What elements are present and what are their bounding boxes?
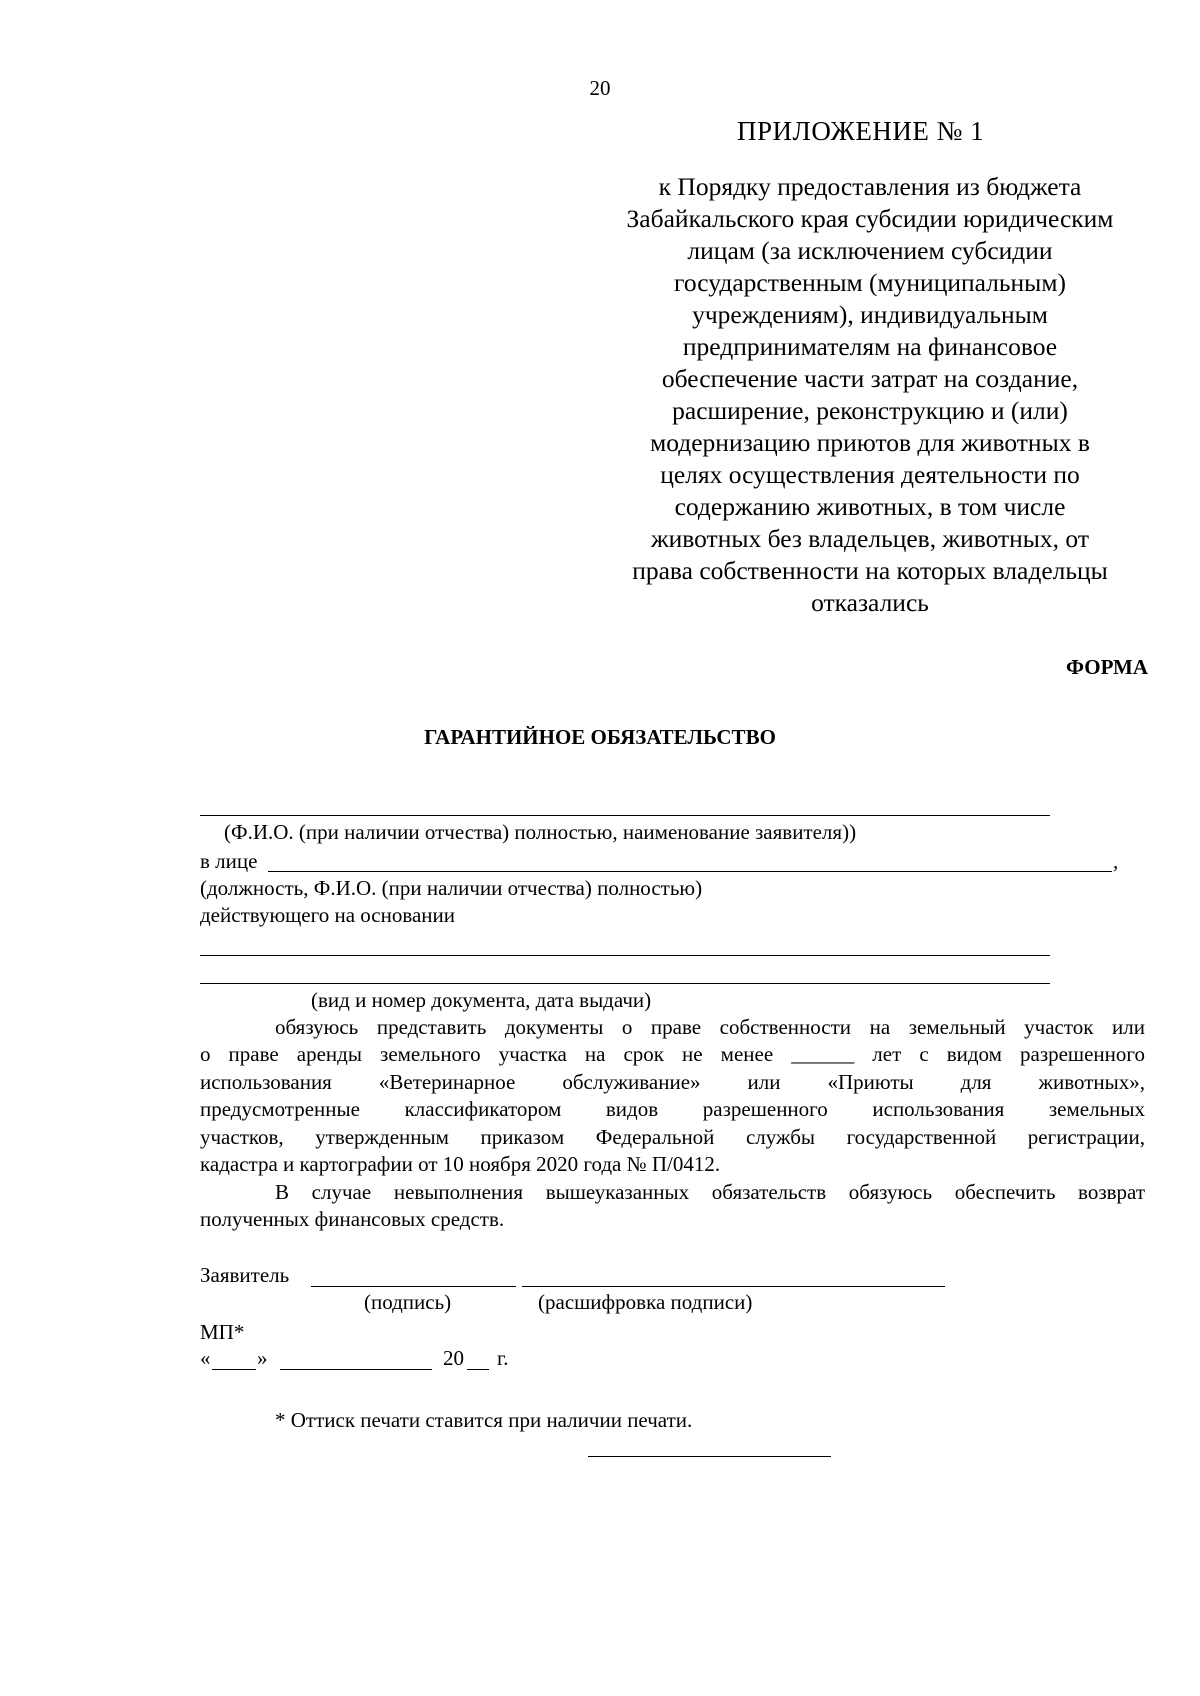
appendix-line: модернизацию приютов для животных в [650, 428, 1090, 457]
date-month-field-line[interactable] [280, 1369, 432, 1370]
date-year-suffix: г. [497, 1346, 509, 1370]
signature-field-line[interactable] [311, 1286, 516, 1287]
signature-decoding-field-line[interactable] [522, 1286, 945, 1287]
page-number: 20 [589, 76, 611, 100]
applicant-caption: (Ф.И.О. (при наличии отчества) полностью, наименование заявителя)) [224, 820, 857, 844]
date-year-prefix: 20 [443, 1346, 464, 1370]
appendix-line: учреждениям), индивидуальным [692, 300, 1048, 329]
appendix-line: права собственности на которых владельцы [632, 556, 1108, 585]
paragraph-line: полученных финансовых средств. [200, 1207, 505, 1232]
appendix-title: ПРИЛОЖЕНИЕ № 1 [737, 116, 985, 146]
basis-label: действующего на основании [200, 903, 456, 927]
applicant-name-field-line[interactable] [200, 815, 1050, 816]
basis-document-field-line-2[interactable] [200, 983, 1050, 984]
basis-document-field-line-1[interactable] [200, 955, 1050, 956]
appendix-line: предпринимателям на финансовое [682, 332, 1058, 361]
signature-decoding-caption: (расшифровка подписи) [538, 1290, 753, 1314]
obligation-paragraph [200, 1014, 1145, 1178]
date-day-field-line[interactable] [212, 1369, 256, 1370]
represented-by-field-line[interactable] [268, 871, 1112, 872]
signature-caption: (подпись) [364, 1290, 452, 1314]
footnote: * Оттиск печати ставится при наличии печати. [275, 1408, 693, 1432]
paragraph-line: кадастра и картографии от 10 ноября 2020 года № П/0412. [200, 1152, 721, 1177]
appendix-line: содержанию животных, в том числе [674, 492, 1066, 521]
appendix-line: животных без владельцев, животных, от [651, 524, 1089, 553]
document-title: ГАРАНТИЙНОЕ ОБЯЗАТЕЛЬСТВО [424, 725, 776, 749]
date-year-field-line[interactable] [467, 1369, 489, 1370]
paragraph-line: участков, утвержденным приказом Федеральной службы государственной регистрации, [200, 1124, 1145, 1149]
date-close-quote: » [257, 1346, 268, 1370]
appendix-description [590, 171, 1150, 619]
appendix-line: отказались [811, 588, 929, 617]
paragraph-line: обязуюсь представить документы о праве собственности на земельный участок или [275, 1015, 1145, 1039]
appendix-line: государственным (муниципальным) [674, 268, 1066, 297]
paragraph-line: о праве аренды земельного участка на срок не менее ______ лет с видом разрешенного [200, 1042, 1145, 1067]
seal-label: МП* [200, 1320, 245, 1344]
appendix-line: расширение, реконструкцию и (или) [672, 396, 1068, 425]
end-separator-line [588, 1456, 831, 1457]
paragraph-line: предусмотренные классификатором видов разрешенного использования земельных [200, 1097, 1145, 1122]
date-open-quote: « [200, 1346, 211, 1370]
paragraph-line: использования «Ветеринарное обслуживание» или «Приюты для животных», [200, 1069, 1145, 1094]
represented-by-comma: , [1113, 849, 1119, 873]
applicant-label: Заявитель [200, 1263, 290, 1287]
appendix-line: обеспечение части затрат на создание, [661, 364, 1079, 393]
paragraph-line: В случае невыполнения вышеуказанных обязательств обязуюсь обеспечить возврат [275, 1180, 1145, 1204]
document-caption: (вид и номер документа, дата выдачи) [311, 988, 652, 1012]
appendix-line: Забайкальского края субсидии юридическим [626, 204, 1114, 233]
refund-paragraph [200, 1179, 1145, 1234]
appendix-line: к Порядку предоставления из бюджета [658, 172, 1082, 201]
form-label: ФОРМА [1065, 655, 1148, 679]
appendix-line: целях осуществления деятельности по [660, 460, 1080, 489]
represented-by-label: в лице [200, 849, 258, 873]
position-caption: (должность, Ф.И.О. (при наличии отчества) полностью) [200, 876, 703, 900]
appendix-line: лицам (за исключением субсидии [687, 236, 1053, 265]
